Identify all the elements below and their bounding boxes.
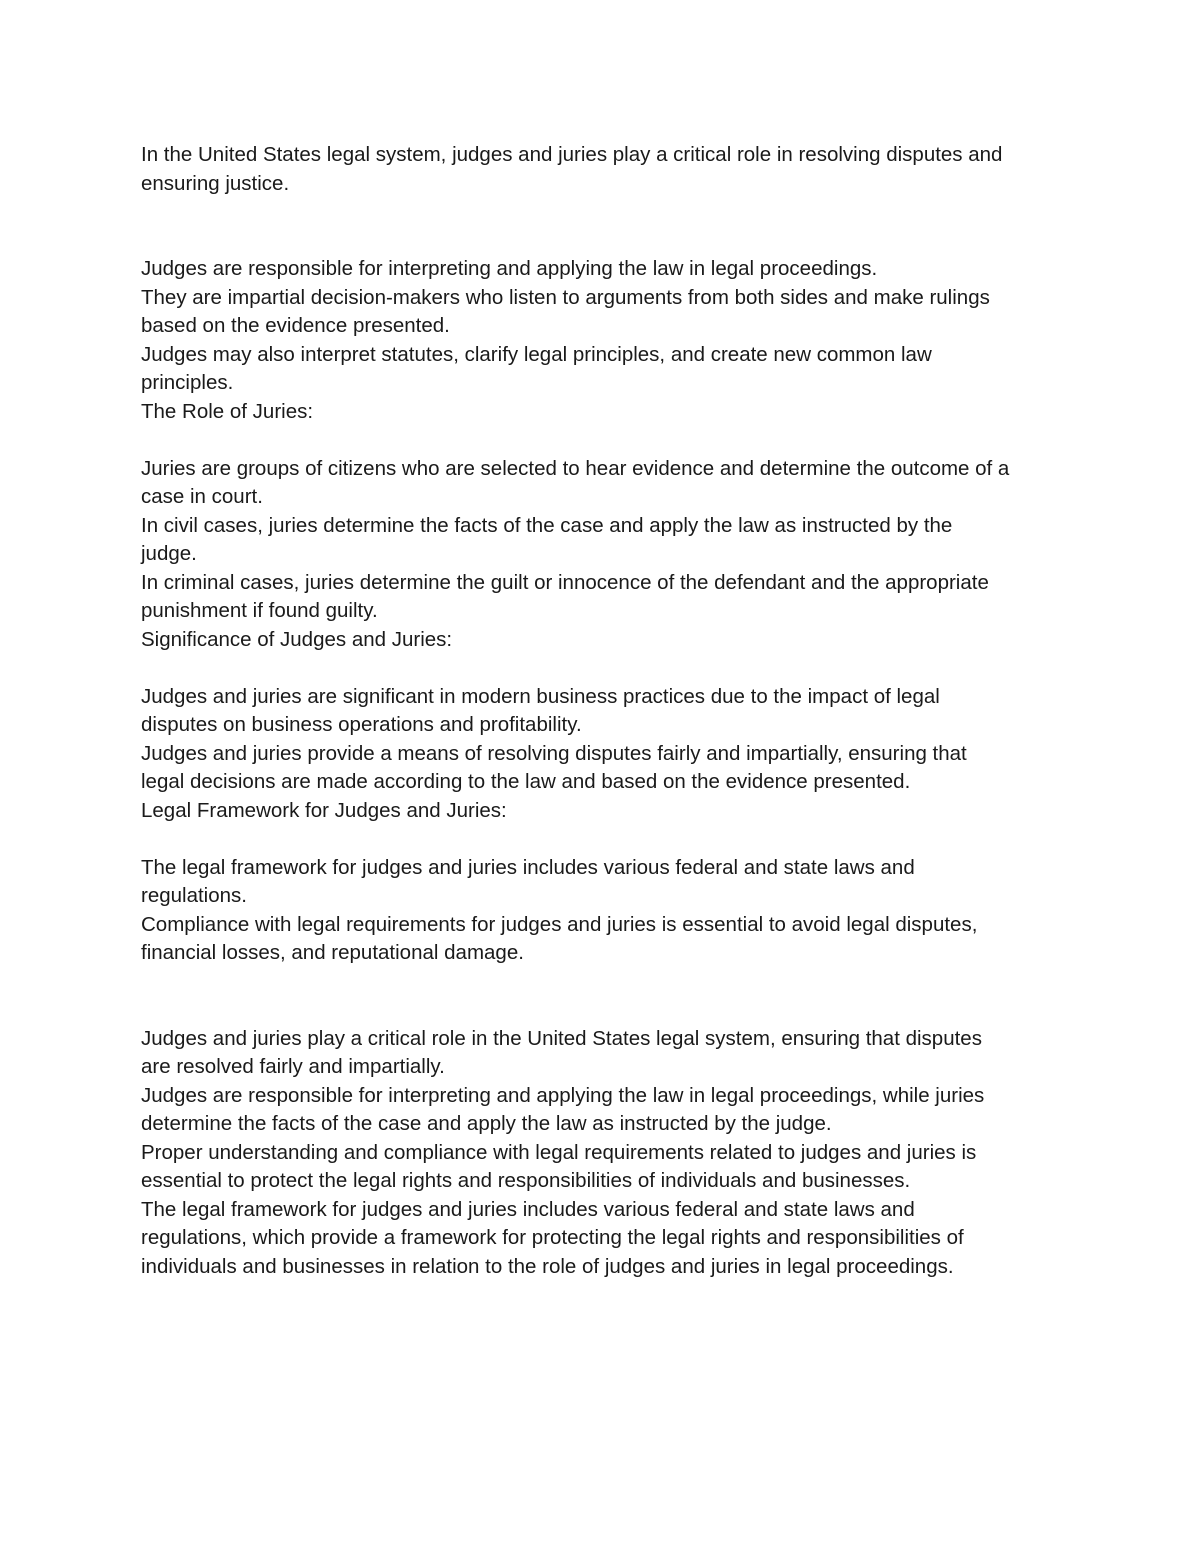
- significance-heading: Significance of Judges and Juries:: [141, 627, 453, 651]
- blank-line: [141, 996, 1071, 1025]
- text-line: In civil cases, juries determine the facts of the case and apply the law as instructed by the: [141, 513, 953, 537]
- text-line: Judges and juries play a critical role in the United States legal system, ensuring that disputes: [141, 1026, 982, 1050]
- blank-line: [141, 825, 1071, 854]
- text-line: In criminal cases, juries determine the guilt or innocence of the defendant and the appropriate: [141, 570, 989, 594]
- framework-heading: Legal Framework for Judges and Juries:: [141, 798, 507, 822]
- framework-section: [141, 854, 1071, 968]
- text-line: The legal framework for judges and juries includes various federal and state laws and: [141, 1197, 915, 1221]
- juries-section: [141, 455, 1071, 626]
- text-line: Juries are groups of citizens who are selected to hear evidence and determine the outcome of a: [141, 456, 1010, 480]
- judges-section: [141, 255, 1071, 398]
- text-line: Judges are responsible for interpreting and applying the law in legal proceedings, while juries: [141, 1083, 985, 1107]
- text-line: are resolved fairly and impartially.: [141, 1055, 445, 1078]
- text-line: Compliance with legal requirements for judges and juries is essential to avoid legal disputes,: [141, 912, 978, 936]
- text-line: In the United States legal system, judges and juries play a critical role in resolving disputes and: [141, 143, 1003, 166]
- text-line: principles.: [141, 371, 234, 394]
- text-line: disputes on business operations and profitability.: [141, 713, 582, 736]
- text-line: regulations, which provide a framework for protecting the legal rights and responsibilities of: [141, 1226, 964, 1249]
- text-line: individuals and businesses in relation to the role of judges and juries in legal proceedings.: [141, 1254, 954, 1278]
- text-line: Judges are responsible for interpreting and applying the law in legal proceedings.: [141, 257, 878, 280]
- conclusion-section: [141, 1025, 1071, 1282]
- text-line: case in court.: [141, 485, 263, 508]
- text-line: ensuring justice.: [141, 171, 290, 195]
- text-line: punishment if found guilty.: [141, 599, 378, 622]
- blank-line: [141, 198, 1071, 227]
- text-line: essential to protect the legal rights and responsibilities of individuals and businesses.: [141, 1169, 911, 1192]
- significance-section: [141, 683, 1071, 797]
- text-line: determine the facts of the case and apply the law as instructed by the judge.: [141, 1112, 832, 1135]
- blank-line: [141, 654, 1071, 683]
- blank-line: [141, 968, 1071, 997]
- text-line: Judges may also interpret statutes, clarify legal principles, and create new common law: [141, 342, 932, 366]
- blank-line: [141, 227, 1071, 256]
- text-line: legal decisions are made according to the law and based on the evidence presented.: [141, 770, 911, 793]
- text-line: regulations.: [141, 884, 247, 907]
- text-line: based on the evidence presented.: [141, 314, 450, 337]
- intro-paragraph: [141, 141, 1071, 198]
- text-line: Judges and juries are significant in modern business practices due to the impact of legal: [141, 684, 940, 708]
- juries-heading: The Role of Juries:: [141, 399, 314, 423]
- text-line: They are impartial decision-makers who listen to arguments from both sides and make rulings: [141, 285, 990, 309]
- text-line: Judges and juries provide a means of resolving disputes fairly and impartially, ensuring that: [141, 741, 967, 765]
- text-line: Proper understanding and compliance with legal requirements related to judges and juries is: [141, 1140, 977, 1164]
- document-page: [141, 141, 1071, 1281]
- text-line: The legal framework for judges and juries includes various federal and state laws and: [141, 855, 915, 879]
- blank-line: [141, 426, 1071, 455]
- text-line: judge.: [141, 542, 197, 565]
- text-line: financial losses, and reputational damage.: [141, 941, 524, 964]
